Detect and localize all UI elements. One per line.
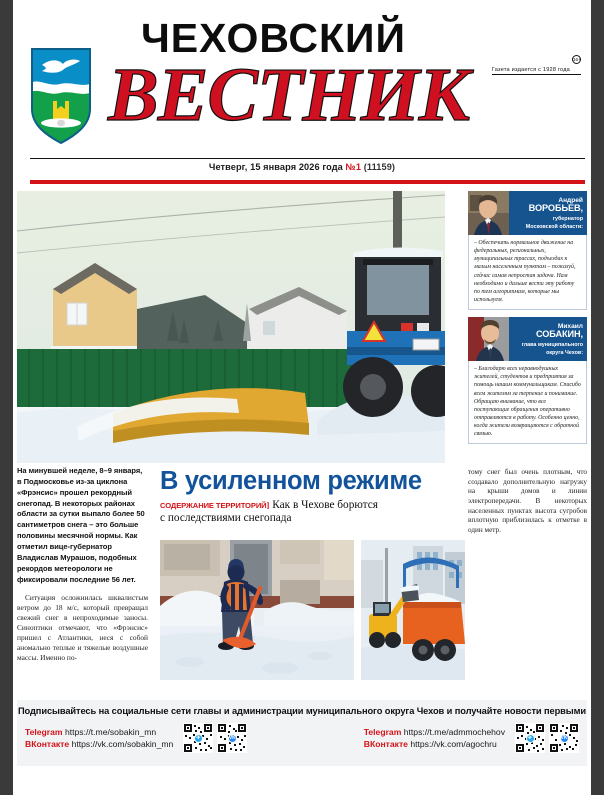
headline-zone — [160, 468, 465, 526]
qr-pair-administration — [515, 723, 579, 753]
paper-name-main-row — [108, 53, 585, 137]
qr-telegram-sobakin[interactable] — [183, 723, 213, 753]
telegram-icon: ✈ — [194, 734, 203, 743]
since-text: Газета издается с 1928 года — [491, 67, 570, 73]
rubric-bracket: ] — [266, 499, 270, 510]
telegram-url: https://t.me/sobakin_mn — [64, 726, 157, 737]
qr-vk-administration[interactable] — [549, 723, 579, 753]
vk-url: https://vk.com/agochru — [410, 739, 497, 749]
tractor-clearing-snow-photo — [17, 191, 445, 463]
paper-name-top: ЧЕХОВСКИЙ — [141, 15, 406, 61]
vk-icon: VK — [228, 734, 236, 741]
quote-card-header — [468, 317, 587, 361]
quote-card-vorobyov — [468, 191, 587, 310]
telegram-link-administration[interactable] — [364, 726, 505, 738]
masthead-red-rule — [30, 180, 585, 184]
official-last-name: ВОРОБЬЕВ, — [528, 203, 583, 214]
official-names — [509, 191, 587, 235]
telegram-link-head[interactable] — [25, 726, 173, 738]
official-last-name: СОБАКИН, — [535, 329, 583, 340]
officials-rail — [468, 191, 587, 451]
footer-title: Подписывайтесь на социальные сети главы и администрации муниципального округа Чехов и получайте новости первыми — [17, 706, 587, 716]
vk-url: https://vk.com/sobakin_mn — [71, 739, 174, 749]
since-box — [492, 55, 581, 75]
qr-pair-head — [183, 723, 247, 753]
mihail-sobakin-portrait — [468, 317, 509, 361]
paper-name-main: ВЕСТНИК — [108, 53, 470, 137]
age-rating-badge: 16+ — [573, 57, 581, 62]
vk-icon: VK — [560, 734, 568, 741]
telegram-url: https://t.me/admmochehov — [403, 726, 505, 737]
article-subhead-line1: Как в Чехове борются — [272, 498, 378, 511]
official-names — [509, 317, 587, 361]
vk-label: ВКонтакте — [363, 739, 408, 749]
article-headline: В усиленном режиме — [160, 467, 422, 495]
official-first-name: Андрей — [558, 196, 583, 204]
footer-links-administration — [364, 726, 505, 750]
masthead — [13, 0, 591, 172]
quote-card-sobakin — [468, 317, 587, 444]
article-subhead — [160, 499, 465, 527]
coat-of-arms — [30, 47, 92, 145]
worker-shoveling-snow-photo — [160, 540, 354, 680]
social-subscribe-banner — [17, 700, 587, 766]
official-role-line1: губернатор — [552, 215, 583, 222]
dateline-issue: (11159) — [363, 162, 396, 172]
official-first-name: Михаил — [557, 323, 583, 331]
footer-columns — [17, 723, 587, 753]
article-lede: На минувшей неделе, 8–9 января, в Подмосковье из-за циклона «Фрэнсис» прошел рекордный снегопад. В некоторых районах области за сутки выпало более 50 сантиметров снега – это больше половины месячной нормы. Как отметил вице-губернатор Владислав Мурашов, подобных рекордов метеорологи не фиксировали последние 56 лет. — [17, 466, 145, 584]
telegram-icon: ✈ — [526, 734, 535, 743]
article-rubric: СОДЕРЖАНИЕ ТЕРРИТОРИЙ — [160, 500, 267, 510]
qr-telegram-administration[interactable] — [515, 723, 545, 753]
official-quote-text: – Благодарю всех неравнодушных жителей, студентов и предприятия за помощь нашим коммунальщикам. Спасибо всем жителям за терпение и понимание. Обращаю внимание, что все поступающие обращения оперативно отправляются в работу. Особенно ценно, когда жители возвращаются с обратной связью. — [468, 361, 587, 444]
article-subhead-line2: с последствиями снегопада — [160, 512, 292, 525]
article-body-right: тому снег был очень плотным, что создавало дополнительную нагрузку на крыши домов и линии электропередачи. В некоторых населенных пунктах высота сугробов вплотную приблизилась к отметке в один метр. — [468, 468, 587, 534]
footer-group-head — [25, 723, 317, 753]
dateline-date: Четверг, 15 января 2026 года — [208, 162, 343, 172]
official-quote-text: – Обеспечить нормальное движение на федеральных, региональных, муниципальных трассах, подъездах к малым населенным пунктам – пожалуй, сейчас самая непростая задача. Нам необходимо и дальше вести эту работу по тем алгоритмам, которые мы используем. — [468, 235, 587, 310]
official-role-line2: Московской области: — [525, 223, 583, 230]
official-role-line2: округа Чехов: — [546, 349, 583, 356]
vk-link-administration[interactable] — [364, 738, 505, 750]
newspaper-page — [13, 0, 591, 795]
left-text-column — [17, 466, 148, 662]
footer-links-head — [25, 726, 173, 750]
masthead-divider — [30, 158, 585, 159]
quote-card-header — [468, 191, 587, 235]
vk-label: ВКонтакте — [25, 739, 70, 749]
qr-vk-sobakin[interactable] — [217, 723, 247, 753]
official-role-line1: глава муниципального — [521, 341, 583, 348]
telegram-label: Telegram — [363, 726, 402, 737]
andrey-vorobyov-portrait — [468, 191, 509, 235]
vk-link-head[interactable] — [25, 738, 173, 750]
telegram-label: Telegram — [25, 726, 63, 737]
footer-group-administration — [317, 723, 579, 753]
loader-filling-dump-truck-photo — [361, 540, 465, 680]
title-block — [108, 15, 585, 137]
article-body-left: Ситуация осложнилась шквалистым ветром до 18 м/с, который превращал свежий снег в непроходимые заносы. Синоптики отмечают, что «Фрэнсис» пришел с Атлантики, неся с собой аномально теплые и тяжелые воздушные массы. Именно по- — [17, 593, 148, 662]
dateline-number: №1 — [345, 162, 362, 172]
dateline — [13, 162, 591, 172]
